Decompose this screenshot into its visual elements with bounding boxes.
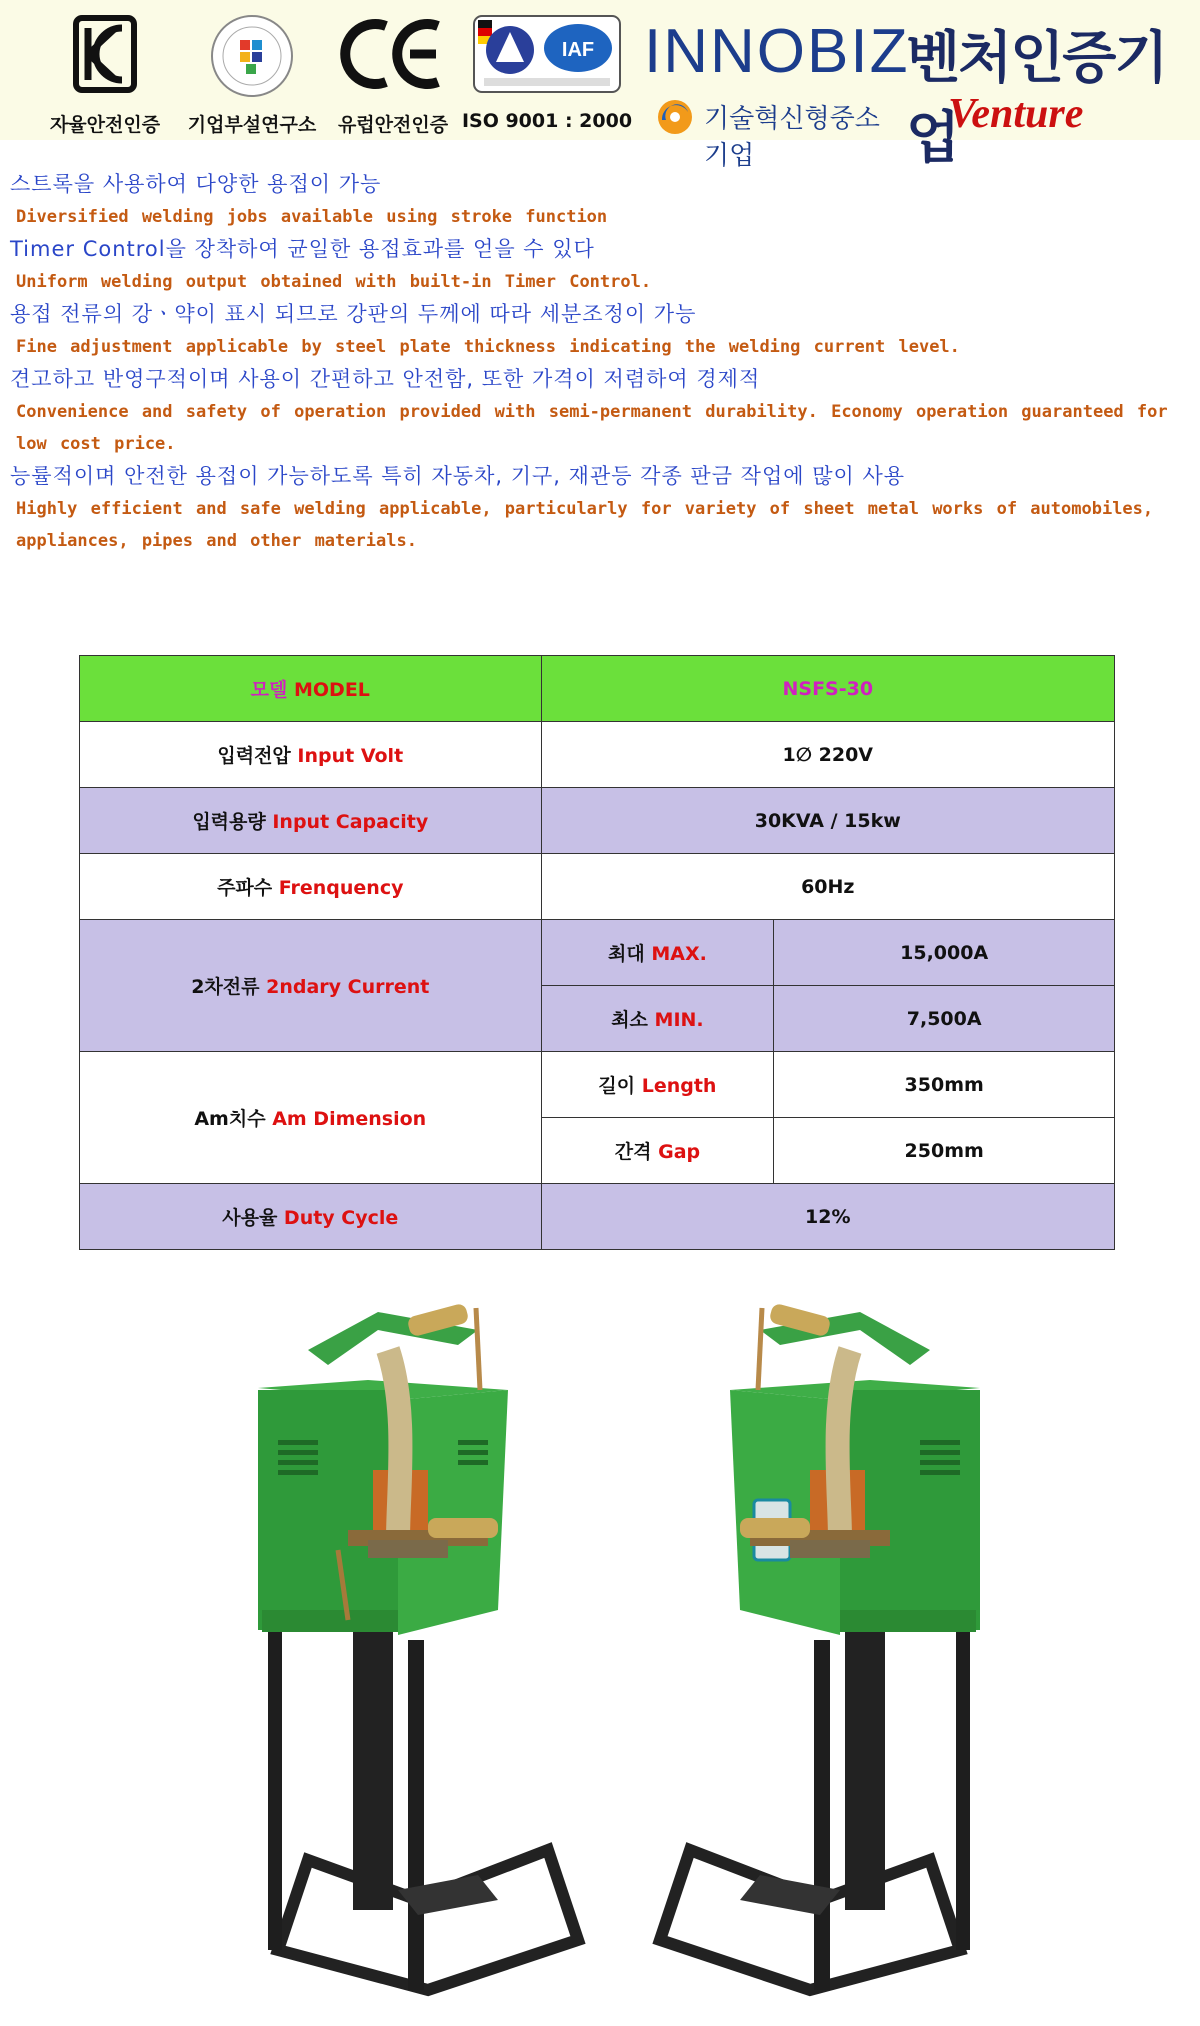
model-label-en: MODEL xyxy=(293,679,370,701)
feature-korean: 능률적이며 안전한 용접이 가능하도록 특히 자동차, 기구, 재관등 각종 판금 작업에 많이 사용 xyxy=(10,464,906,488)
table-row xyxy=(80,788,1115,854)
feature-item xyxy=(0,233,1200,298)
label-ko: 2차전류 xyxy=(191,976,260,998)
label-en: Am Dimension xyxy=(272,1108,427,1130)
table-row xyxy=(80,722,1115,788)
feature-korean: Timer Control을 장착하여 균일한 용접효과를 얻을 수 있다 xyxy=(10,237,595,261)
label-ko: 최소 xyxy=(611,1009,648,1031)
label-ko: 주파수 xyxy=(217,877,273,899)
duty-cycle-value: 12% xyxy=(541,1184,1114,1250)
label-ko: 길이 xyxy=(598,1075,636,1097)
ce-mark-icon xyxy=(338,14,448,94)
feature-english: Uniform welding output obtained with built-in Timer Control. xyxy=(16,272,652,292)
feature-item xyxy=(0,298,1200,363)
innobiz-subtitle: 기술혁신형중소기업 xyxy=(704,104,880,171)
label-en: Duty Cycle xyxy=(283,1207,399,1229)
feature-english: Highly efficient and safe welding applicable, particularly for variety of sheet metal works of automobiles, appliances, pipes and other materials. xyxy=(16,499,1154,551)
research-institute-icon xyxy=(210,14,294,98)
label-ko: 입력용량 xyxy=(192,811,266,833)
spot-welder-illustration xyxy=(248,1290,608,2010)
feature-english: Fine adjustment applicable by steel plate thickness indicating the welding current level. xyxy=(16,337,960,357)
length-value: 350mm xyxy=(774,1052,1115,1118)
arm-dimension-label xyxy=(80,1052,542,1184)
feature-korean: 용접 전류의 강ㆍ약이 표시 되므로 강판의 두께에 따라 세분조정이 가능 xyxy=(10,302,697,326)
label-en: Input Capacity xyxy=(272,811,429,833)
label-en: Input Volt xyxy=(297,745,404,767)
ce-caption: 유럽안전인증 xyxy=(337,114,449,136)
label-en: MIN. xyxy=(654,1009,704,1031)
label-en: 2ndary Current xyxy=(266,976,430,998)
institute-caption: 기업부설연구소 xyxy=(187,114,317,136)
certification-header xyxy=(0,0,1200,171)
min-value: 7,500A xyxy=(774,986,1115,1052)
kc-cert-logo xyxy=(49,14,161,136)
model-label-cell xyxy=(80,656,542,722)
secondary-current-label xyxy=(80,920,542,1052)
label-ko: 최대 xyxy=(608,943,645,965)
venture-english: Venture xyxy=(948,91,1084,137)
table-header-row xyxy=(80,656,1115,722)
label-ko: 입력전압 xyxy=(217,745,291,767)
feature-item xyxy=(0,168,1200,233)
model-value-cell: NSFS-30 xyxy=(541,656,1114,722)
gap-value: 250mm xyxy=(774,1118,1115,1184)
ce-cert-logo xyxy=(337,14,449,136)
frequency-value: 60Hz xyxy=(541,854,1114,920)
max-label xyxy=(541,920,774,986)
feature-korean: 스트록을 사용하여 다양한 용접이 가능 xyxy=(10,172,382,196)
table-row xyxy=(80,1184,1115,1250)
table-row xyxy=(80,854,1115,920)
table-row xyxy=(80,1052,1115,1118)
table-row xyxy=(80,920,1115,986)
iso-iaf-icon xyxy=(472,14,622,94)
kc-caption: 자율안전인증 xyxy=(49,114,161,136)
feature-english: Diversified welding jobs available using stroke function xyxy=(16,207,608,227)
label-ko: Am치수 xyxy=(194,1108,266,1130)
venture-cert-logo xyxy=(906,14,1196,171)
label-en: Length xyxy=(641,1075,717,1097)
input-capacity-value: 30KVA / 15kw xyxy=(541,788,1114,854)
input-volt-value: 1∅ 220V xyxy=(541,722,1114,788)
label-en: Gap xyxy=(658,1141,701,1163)
length-label xyxy=(541,1052,774,1118)
feature-item xyxy=(0,363,1200,460)
feature-item xyxy=(0,460,1200,557)
min-label xyxy=(541,986,774,1052)
iso-caption: ISO 9001 : 2000 xyxy=(461,110,633,132)
innobiz-logo xyxy=(640,14,910,171)
gap-label xyxy=(541,1118,774,1184)
spot-welder-illustration xyxy=(630,1290,990,2010)
iso-cert-logo xyxy=(461,14,633,132)
swirl-icon xyxy=(656,98,694,136)
label-ko: 사용율 xyxy=(222,1207,278,1229)
input-capacity-label xyxy=(80,788,542,854)
kc-mark-icon xyxy=(70,14,140,94)
frequency-label xyxy=(80,854,542,920)
duty-cycle-label xyxy=(80,1184,542,1250)
svg-text:IAF: IAF xyxy=(561,39,595,61)
label-en: MAX. xyxy=(651,943,707,965)
research-institute-logo xyxy=(187,14,317,136)
venture-korean: 벤처인증기업 xyxy=(906,26,1167,171)
model-label-ko: 모델 xyxy=(250,679,288,701)
feature-list xyxy=(0,168,1200,557)
feature-korean: 견고하고 반영구적이며 사용이 간편하고 안전함, 또한 가격이 저렴하여 경제적 xyxy=(10,367,761,391)
label-ko: 간격 xyxy=(614,1141,652,1163)
max-value: 15,000A xyxy=(774,920,1115,986)
innobiz-wordmark: INNOBIZ xyxy=(644,17,910,86)
input-volt-label xyxy=(80,722,542,788)
spot-welder-photo-front xyxy=(248,1290,608,2010)
spec-table xyxy=(79,655,1115,1250)
label-en: Frenquency xyxy=(278,877,404,899)
feature-english: Convenience and safety of operation provided with semi-permanent durability. Economy operation guaranteed for low cost price. xyxy=(16,402,1168,454)
spot-welder-photo-side xyxy=(630,1290,990,2010)
